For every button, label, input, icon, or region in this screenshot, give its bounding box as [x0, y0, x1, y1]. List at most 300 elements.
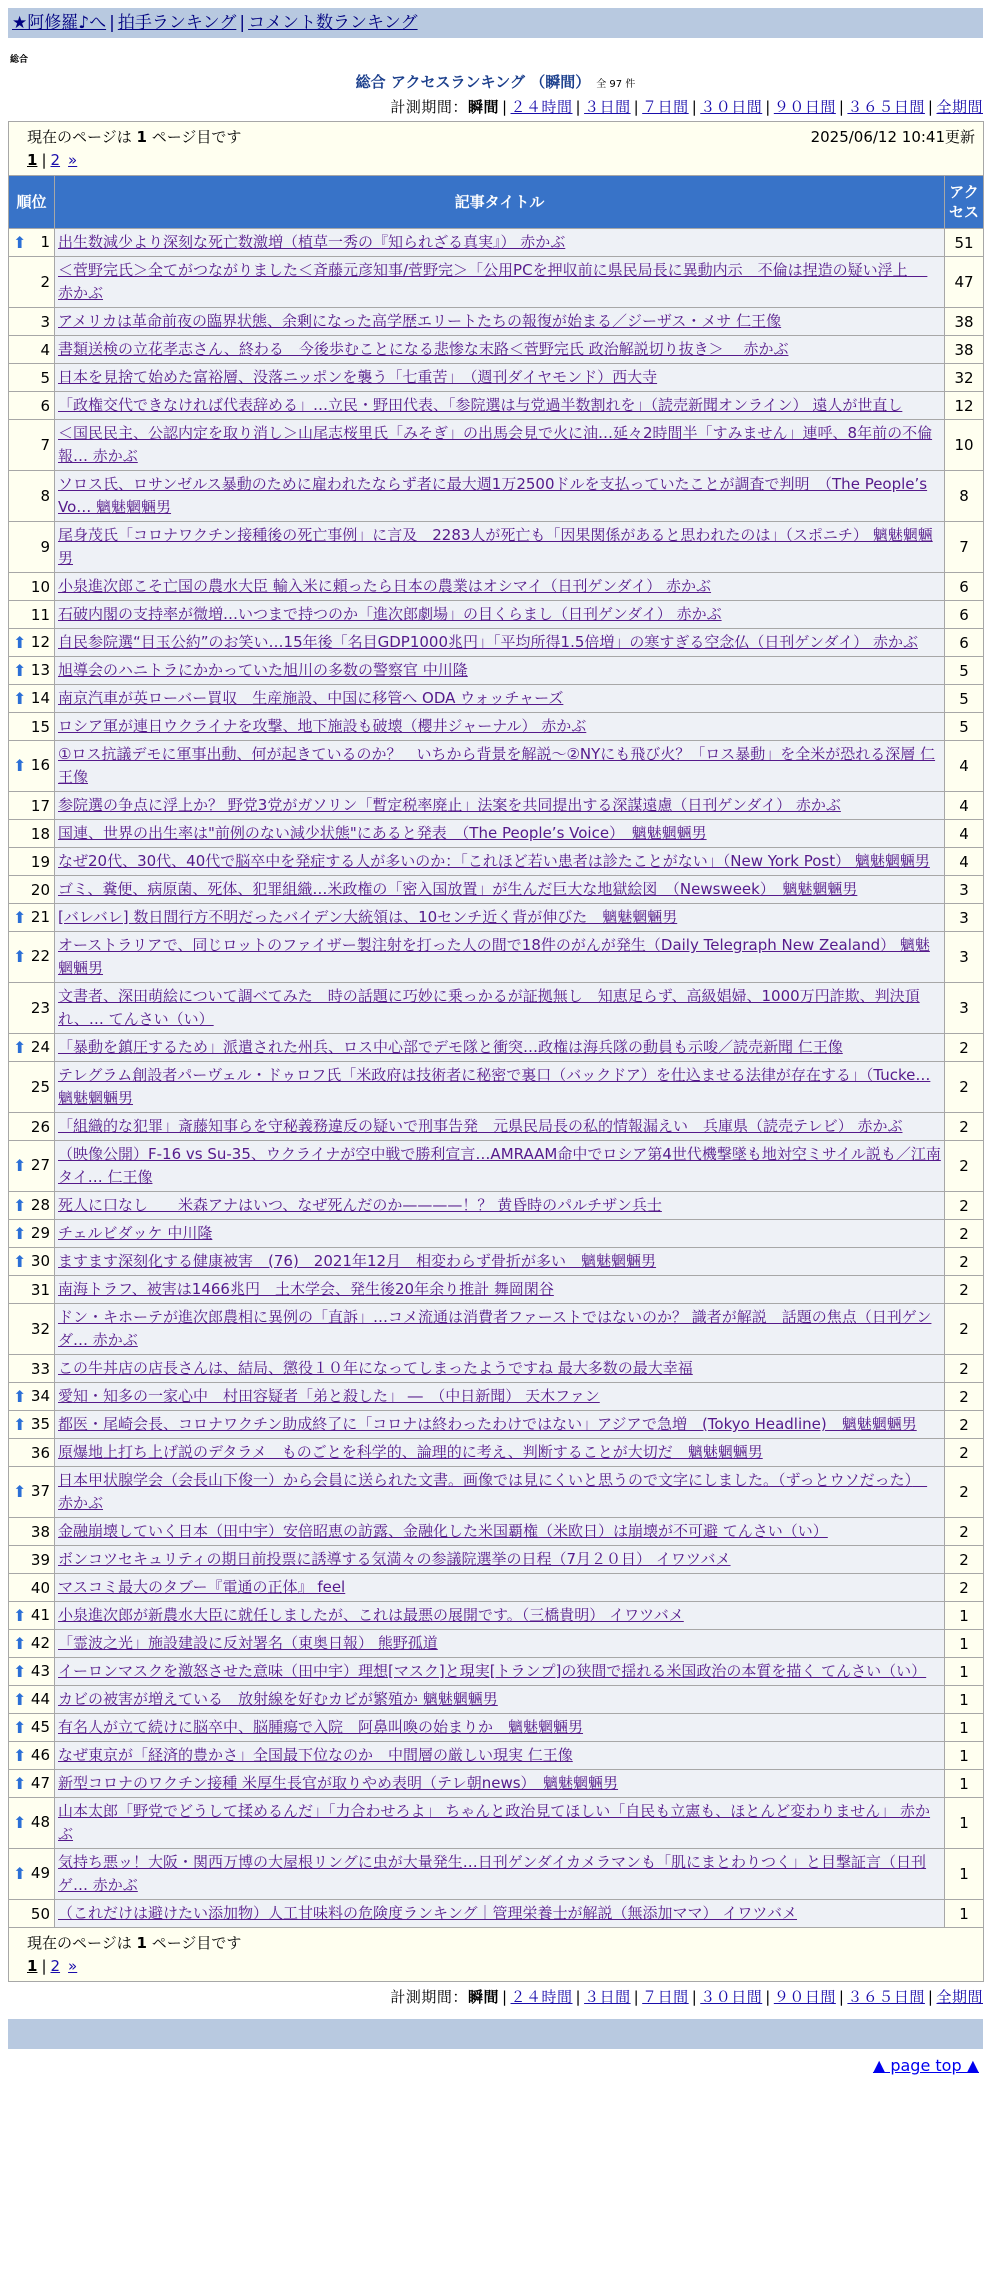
- article-link[interactable]: 小泉進次郎が新農水大臣に就任しましたが、これは最悪の展開です。（三橋貴明） イワツバメ: [58, 1606, 684, 1624]
- rank-up-arrow-icon: ⬆: [13, 1195, 27, 1215]
- title-cell: [55, 876, 945, 904]
- table-row: [9, 392, 984, 420]
- rank-cell: [9, 471, 55, 522]
- access-count: 2: [945, 1411, 984, 1439]
- rank-up-arrow-icon: ⬆: [13, 1813, 27, 1832]
- table-row: [9, 1439, 984, 1467]
- rank-up-arrow-icon: ⬆: [13, 1223, 27, 1243]
- article-link[interactable]: （これだけは避けたい添加物）人工甘味料の危険度ランキング｜管理栄養士が解説（無添加ママ） イワツバメ: [58, 1904, 798, 1922]
- period-link[interactable]: ３６５日間: [847, 1988, 925, 2006]
- access-count: 2: [945, 1304, 984, 1355]
- access-count: 6: [945, 601, 984, 629]
- total-count: 全 97 件: [596, 79, 636, 90]
- access-count: 6: [945, 573, 984, 601]
- rank-number: 49: [30, 1864, 50, 1882]
- page-info-bottom: [9, 1928, 984, 1982]
- rank-number: 6: [40, 396, 50, 415]
- rank-cell: [9, 657, 55, 685]
- period-link[interactable]: ３６５日間: [847, 98, 925, 116]
- title-cell: [55, 1742, 945, 1770]
- access-count: 3: [945, 932, 984, 983]
- rank-cell: [9, 601, 55, 629]
- access-count: 6: [945, 629, 984, 657]
- rank-cell: [9, 229, 55, 257]
- title-cell: [55, 471, 945, 522]
- rank-number: 1: [40, 232, 50, 251]
- table-row: [9, 1062, 984, 1113]
- title-cell: [55, 1248, 945, 1276]
- access-count: 10: [945, 420, 984, 471]
- article-link[interactable]: ソロス氏、ロサンゼルス暴動のために雇われたならず者に最大週1万2500ドルを支払っていたことが調査で判明 （The People’s Vo… 魑魅魍魎男: [58, 475, 928, 516]
- access-count: 5: [945, 657, 984, 685]
- rank-cell: [9, 629, 55, 657]
- rank-number: 26: [30, 1117, 50, 1136]
- article-link[interactable]: ＜国民民主、公認内定を取り消し＞山尾志桜里氏「みそぎ」の出馬会見で火に油…延々2時間半「すみません」連呼、8年前の不倫報… 赤かぶ: [58, 424, 933, 465]
- rank-cell: [9, 1574, 55, 1602]
- article-link[interactable]: 愛知・知多の一家心中 村田容疑者「弟と殺した」 ― （中日新聞） 天木ファン: [58, 1387, 600, 1405]
- period-separator: |: [838, 1988, 845, 2006]
- period-separator: |: [633, 1988, 640, 2006]
- rank-cell: [9, 1383, 55, 1411]
- rank-cell: [9, 1113, 55, 1141]
- rank-up-arrow-icon: ⬆: [13, 1251, 27, 1271]
- article-link[interactable]: 南海トラフ、被害は1466兆円 土木学会、発生後20年余り推計 舞岡閑谷: [58, 1280, 554, 1298]
- article-link[interactable]: ①ロス抗議デモに軍事出動、何が起きているのか？ いちから背景を解説〜②NYにも飛び火？「ロス暴動」を全米が恐れる深層 仁王像: [58, 745, 936, 786]
- title-cell: [55, 1034, 945, 1062]
- title-cell: [55, 257, 945, 308]
- article-link[interactable]: 「霊波之光」施設建設に反対署名（東奥日報） 熊野孤道: [58, 1634, 438, 1652]
- access-count: 1: [945, 1602, 984, 1630]
- page-top-link[interactable]: ▲ page top ▲: [872, 2056, 979, 2075]
- nav-separator: |: [239, 13, 246, 33]
- rank-number: 9: [40, 538, 50, 556]
- article-link[interactable]: ドン・キホーテが進次郎農相に異例の「直訴」…コメ流通は消費者ファーストではないのか？ 識者が解説 話題の焦点（日刊ゲンダ… 赤かぶ: [58, 1308, 932, 1349]
- table-row: [9, 1518, 984, 1546]
- rank-up-arrow-icon: ⬆: [13, 947, 27, 966]
- title-cell: [55, 983, 945, 1034]
- title-cell: [55, 685, 945, 713]
- article-link[interactable]: 「暴動を鎮圧するため」派遣された州兵、ロス中心部でデモ隊と衝突…政権は海兵隊の動員も示唆／読売新聞 仁王像: [58, 1038, 843, 1056]
- rank-cell: [9, 1546, 55, 1574]
- rank-up-arrow-icon: ⬆: [13, 1717, 27, 1737]
- access-count: 7: [945, 522, 984, 573]
- title-cell: [55, 1192, 945, 1220]
- table-row: [9, 983, 984, 1034]
- access-count: 47: [945, 257, 984, 308]
- rank-cell: [9, 1602, 55, 1630]
- period-current: 瞬間: [467, 1988, 499, 2006]
- ranking-title: 総合 アクセスランキング （瞬間）: [355, 73, 591, 91]
- rank-number: 42: [30, 1633, 50, 1652]
- period-separator: |: [765, 98, 771, 116]
- rank-number: 13: [30, 660, 50, 679]
- title-cell: [55, 657, 945, 685]
- rank-number: 24: [30, 1037, 50, 1056]
- table-row: [9, 1355, 984, 1383]
- access-count: 1: [945, 1849, 984, 1900]
- rank-cell: [9, 1630, 55, 1658]
- title-cell: [55, 1518, 945, 1546]
- rank-up-arrow-icon: ⬆: [13, 756, 27, 775]
- rank-up-arrow-icon: ⬆: [13, 660, 27, 680]
- rank-number: 30: [30, 1251, 50, 1270]
- rank-number: 19: [30, 852, 50, 871]
- table-row: [9, 741, 984, 792]
- pager-next[interactable]: »: [68, 151, 78, 169]
- access-count: 38: [945, 308, 984, 336]
- article-link[interactable]: （映像公開）F-16 vs Su-35、ウクライナが空中戦で勝利宣言…AMRAAM命中でロシア第4世代機撃墜も地対空ミサイル説も／江南タイ… 仁王像: [58, 1145, 941, 1186]
- rank-cell: [9, 573, 55, 601]
- table-row: [9, 336, 984, 364]
- title-cell: [55, 1546, 945, 1574]
- rank-cell: [9, 848, 55, 876]
- article-link[interactable]: カビの被害が増えている 放射線を好むカビが繁殖か 魑魅魍魎男: [58, 1690, 498, 1708]
- article-link[interactable]: ゴミ、糞便、病原菌、死体、犯罪組織…米政権の「密入国放置」が生んだ巨大な地獄絵図 （Newsweek） 魑魅魍魎男: [58, 880, 858, 898]
- rank-cell: [9, 1658, 55, 1686]
- title-cell: [55, 848, 945, 876]
- title-cell: [55, 1062, 945, 1113]
- rank-cell: [9, 1900, 55, 1928]
- rank-number: 7: [40, 436, 50, 454]
- rank-number: 43: [30, 1661, 50, 1680]
- title-cell: [55, 904, 945, 932]
- access-count: 1: [945, 1658, 984, 1686]
- title-cell: [55, 629, 945, 657]
- access-count: 2: [945, 1546, 984, 1574]
- table-row: [9, 1248, 984, 1276]
- access-count: 4: [945, 820, 984, 848]
- rank-cell: [9, 1411, 55, 1439]
- table-row: [9, 876, 984, 904]
- title-cell: [55, 573, 945, 601]
- access-count: 51: [945, 229, 984, 257]
- title-cell: [55, 336, 945, 364]
- article-link[interactable]: なぜ東京が「経済的豊かさ」全国最下位なのか 中間層の厳しい現実 仁王像: [58, 1746, 573, 1764]
- footer-bar: [8, 2019, 983, 2049]
- access-count: 2: [945, 1518, 984, 1546]
- period-link[interactable]: ３日間: [584, 98, 631, 116]
- rank-cell: [9, 1742, 55, 1770]
- access-count: 1: [945, 1686, 984, 1714]
- article-link[interactable]: 文書者、深田萌絵について調べてみた 時の話題に巧妙に乗っかるが証拠無し 知恵足らず、高級娼婦、1000万円詐欺、判決頂れ、… てんさい（い）: [58, 987, 920, 1028]
- access-count: 2: [945, 1248, 984, 1276]
- article-link[interactable]: 出生数減少より深刻な死亡数激増（植草一秀の『知られざる真実』） 赤かぶ: [58, 233, 566, 251]
- access-count: 2: [945, 1276, 984, 1304]
- article-link[interactable]: 日本を見捨て始めた富裕層、没落ニッポンを襲う「七重苦」 （週刊ダイヤモンド）西大寺: [58, 368, 658, 386]
- article-link[interactable]: マスコミ最大のタブー『電通の正体』 feel: [58, 1578, 346, 1596]
- article-link[interactable]: ＜菅野完氏＞全てがつながりました＜斉藤元彦知事/菅野完＞「公用PCを押収前に県民局長に異動内示 不倫は捏造の疑い浮上 赤かぶ: [58, 261, 928, 302]
- article-link[interactable]: 石破内閣の支持率が微増…いつまで持つのか「進次郎劇場」の目くらまし（日刊ゲンダイ） 赤かぶ: [58, 605, 722, 623]
- title-cell: [55, 1770, 945, 1798]
- table-row: [9, 932, 984, 983]
- article-link[interactable]: この牛丼店の店長さんは、結局、懲役１０年になってしまったようですね 最大多数の最大幸福: [58, 1359, 693, 1377]
- nav-link-ashura[interactable]: ★阿修羅♪へ: [12, 13, 107, 33]
- table-row: [9, 685, 984, 713]
- article-link[interactable]: 南京汽車が英ローバー買収 生産施設、中国に移管へ ODA ウォッチャーズ: [58, 689, 564, 707]
- rank-cell: [9, 1304, 55, 1355]
- period-current: 瞬間: [467, 98, 499, 116]
- rank-up-arrow-icon: ⬆: [13, 1482, 27, 1501]
- period-link[interactable]: ３０日間: [700, 1988, 763, 2006]
- rank-number: 5: [40, 368, 50, 387]
- title-cell: [55, 1113, 945, 1141]
- pager-bottom: 1 | 2 »: [27, 1957, 78, 1975]
- period-separator: |: [633, 98, 640, 116]
- table-row: [9, 1220, 984, 1248]
- article-link[interactable]: 尾身茂氏「コロナワクチン接種後の死亡事例」に言及 2283人が死亡も「因果関係があると思われたのは」（スポニチ） 魑魅魍魎男: [58, 526, 933, 567]
- table-row: [9, 229, 984, 257]
- period-separator: |: [927, 98, 934, 116]
- article-link[interactable]: 金融崩壊していく日本（田中宇）安倍昭恵の訪露、金融化した米国覇権（米欧日）は崩壊が不可避 てんさい（い）: [58, 1522, 828, 1540]
- article-link[interactable]: 書類送検の立花孝志さん、終わる 今後歩むことになる悲惨な末路＜菅野完氏 政治解説切り抜き＞ 赤かぶ: [58, 340, 789, 358]
- access-count: 2: [945, 1141, 984, 1192]
- table-row: [9, 848, 984, 876]
- rank-cell: [9, 1518, 55, 1546]
- period-separator: |: [765, 1988, 771, 2006]
- access-count: 1: [945, 1798, 984, 1849]
- rank-number: 38: [30, 1522, 50, 1541]
- article-link[interactable]: 新型コロナのワクチン接種 米厚生長官が取りやめ表明（テレ朝news） 魑魅魍魎男: [58, 1774, 619, 1792]
- rank-number: 34: [30, 1386, 50, 1405]
- period-label: 計測期間：: [390, 1988, 468, 2006]
- header-access: アクセス: [945, 176, 984, 229]
- table-row: [9, 1770, 984, 1798]
- rank-number: 22: [30, 947, 50, 965]
- rank-up-arrow-icon: ⬆: [13, 1773, 27, 1793]
- rank-number: 14: [30, 688, 50, 707]
- rank-cell: [9, 1770, 55, 1798]
- rank-up-arrow-icon: ⬆: [13, 1864, 27, 1883]
- access-count: 38: [945, 336, 984, 364]
- period-link[interactable]: 全期間: [936, 1988, 983, 2006]
- title-cell: [55, 1714, 945, 1742]
- rank-number: 16: [30, 756, 50, 774]
- period-separator: |: [691, 1988, 698, 2006]
- access-count: 2: [945, 1192, 984, 1220]
- title-cell: [55, 792, 945, 820]
- article-link[interactable]: オーストラリアで、同じロットのファイザー製注射を打った人の間で18件のがんが発生（Daily Telegraph New Zealand） 魑魅魍魎男: [58, 936, 930, 977]
- period-link[interactable]: ９０日間: [773, 98, 836, 116]
- table-row: [9, 364, 984, 392]
- rank-cell: [9, 1686, 55, 1714]
- article-link[interactable]: 都医・尾崎会長、コロナワクチン助成終了に「コロナは終わったわけではない」アジアで急増 (Tokyo Headline) 魑魅魍魎男: [58, 1415, 917, 1433]
- period-link[interactable]: ３日間: [584, 1988, 631, 2006]
- title-cell: [55, 308, 945, 336]
- access-count: 2: [945, 1220, 984, 1248]
- access-count: 32: [945, 364, 984, 392]
- title-cell: [55, 1686, 945, 1714]
- rank-up-arrow-icon: ⬆: [13, 1661, 27, 1681]
- article-link[interactable]: アメリカは革命前夜の臨界状態、余剰になった高学歴エリートたちの報復が始まる／ジーザス・メサ 仁王像: [58, 312, 782, 330]
- title-cell: [55, 713, 945, 741]
- table-row: [9, 657, 984, 685]
- table-row: [9, 1276, 984, 1304]
- article-link[interactable]: 小泉進次郎こそ亡国の農水大臣 輸入米に頼ったら日本の農業はオシマイ（日刊ゲンダイ） 赤かぶ: [58, 577, 712, 595]
- period-link[interactable]: ７日間: [642, 1988, 689, 2006]
- title-cell: [55, 1355, 945, 1383]
- rank-number: 50: [30, 1904, 50, 1923]
- article-link[interactable]: 山本太郎「野党でどうして揉めるんだ」「力合わせろよ」 ちゃんと政治見てほしい「自民も立憲も、ほとんど変わりません」 赤かぶ: [58, 1802, 931, 1843]
- table-row: [9, 1602, 984, 1630]
- access-count: 3: [945, 876, 984, 904]
- access-count: 2: [945, 1062, 984, 1113]
- rank-number: 3: [40, 312, 50, 331]
- rank-number: 46: [30, 1745, 50, 1764]
- rank-cell: [9, 932, 55, 983]
- access-count: 1: [945, 1742, 984, 1770]
- title-cell: [55, 364, 945, 392]
- rank-number: 20: [30, 880, 50, 899]
- nav-link-comment-ranking[interactable]: コメント数ランキング: [248, 13, 418, 33]
- rank-number: 41: [30, 1605, 50, 1624]
- access-count: 1: [945, 1770, 984, 1798]
- table-row: [9, 573, 984, 601]
- table-row: [9, 471, 984, 522]
- article-link[interactable]: チェルビダッケ 中川隆: [58, 1224, 213, 1242]
- title-cell: [55, 229, 945, 257]
- title-cell: [55, 1383, 945, 1411]
- title-cell: [55, 1220, 945, 1248]
- article-link[interactable]: 日本甲状腺学会（会長山下俊一）から会員に送られた文書。画像では見にくいと思うので文字にしました。（ずっとウソだった） 赤かぶ: [58, 1471, 928, 1512]
- current-page-text: 現在のページは 1 ページ目です: [27, 128, 242, 146]
- rank-cell: [9, 392, 55, 420]
- rank-cell: [9, 522, 55, 573]
- access-count: 3: [945, 983, 984, 1034]
- rank-number: 23: [30, 999, 50, 1017]
- table-row: [9, 1383, 984, 1411]
- access-count: 2: [945, 1113, 984, 1141]
- title-cell: [55, 741, 945, 792]
- pager-current: 1: [27, 1957, 38, 1975]
- period-link[interactable]: ７日間: [642, 98, 689, 116]
- title-cell: [55, 392, 945, 420]
- rank-cell: [9, 820, 55, 848]
- category-label: 総合: [10, 55, 29, 65]
- article-link[interactable]: 参院選の争点に浮上か？ 野党3党がガソリン「暫定税率廃止」法案を共同提出する深謀遠慮（日刊ゲンダイ） 赤かぶ: [58, 796, 841, 814]
- rank-number: 11: [30, 605, 50, 624]
- title-cell: [55, 1798, 945, 1849]
- rank-number: 35: [30, 1414, 50, 1433]
- period-separator: |: [927, 1988, 934, 2006]
- period-link[interactable]: 全期間: [936, 98, 983, 116]
- article-link[interactable]: 自民参院選“目玉公約”のお笑い…15年後「名目GDP1000兆円」「平均所得1.5倍増」の寒すぎる空念仏（日刊ゲンダイ） 赤かぶ: [58, 633, 918, 651]
- rank-number: 29: [30, 1223, 50, 1242]
- rank-cell: [9, 1467, 55, 1518]
- table-row: [9, 1574, 984, 1602]
- rank-cell: [9, 792, 55, 820]
- rank-cell: [9, 1849, 55, 1900]
- table-row: [9, 1546, 984, 1574]
- article-link[interactable]: ロシア軍が連日ウクライナを攻撃、地下施設も破壊（櫻井ジャーナル） 赤かぶ: [58, 717, 587, 735]
- nav-separator: |: [109, 13, 115, 33]
- title-cell: [55, 820, 945, 848]
- rank-number: 48: [30, 1813, 50, 1831]
- rank-number: 17: [30, 796, 50, 815]
- title-cell: [55, 1304, 945, 1355]
- rank-cell: [9, 1798, 55, 1849]
- title-cell: [55, 1439, 945, 1467]
- table-row: [9, 820, 984, 848]
- rank-cell: [9, 904, 55, 932]
- pager-page-2[interactable]: 2: [50, 151, 61, 169]
- article-link[interactable]: なぜ20代、30代、40代で脳卒中を発症する人が多いのか：「これほど若い患者は診たことがない」（New York Post） 魑魅魍魎男: [58, 852, 930, 870]
- pager-page-2[interactable]: 2: [50, 1957, 61, 1975]
- article-link[interactable]: 旭導会のハニトラにかかっていた旭川の多数の警察官 中川隆: [58, 661, 468, 679]
- rank-cell: [9, 1439, 55, 1467]
- article-link[interactable]: ボンコツセキュリティの期日前投票に誘導する気満々の参議院選挙の日程（7月２０日） イワツバメ: [58, 1550, 731, 1568]
- rank-cell: [9, 1062, 55, 1113]
- access-count: 5: [945, 685, 984, 713]
- rank-number: 31: [30, 1280, 50, 1299]
- access-count: 1: [945, 1714, 984, 1742]
- period-link[interactable]: ２４時間: [510, 1988, 573, 2006]
- article-link[interactable]: テレグラム創設者パーヴェル・ドゥロフ氏「米政府は技術者に秘密で裏口（バックドア）を仕込ませる法律が存在する」（Tucke… 魑魅魍魎男: [58, 1066, 931, 1107]
- rank-cell: [9, 364, 55, 392]
- table-row: [9, 1034, 984, 1062]
- access-count: 4: [945, 792, 984, 820]
- period-link[interactable]: ３０日間: [700, 98, 763, 116]
- page-title: [8, 71, 983, 92]
- top-nav: [8, 8, 983, 38]
- article-link[interactable]: 有名人が立て続けに脳卒中、脳腫瘍で入院 阿鼻叫喚の始まりか 魑魅魍魎男: [58, 1718, 584, 1736]
- rank-cell: [9, 1714, 55, 1742]
- rank-cell: [9, 1192, 55, 1220]
- table-row: [9, 792, 984, 820]
- rank-number: 21: [30, 907, 50, 926]
- nav-link-hakushu-ranking[interactable]: 拍手ランキング: [117, 13, 237, 33]
- header-rank: 順位: [9, 176, 55, 229]
- table-row: [9, 308, 984, 336]
- rank-cell: [9, 1034, 55, 1062]
- period-label: 計測期間：: [390, 98, 468, 116]
- title-cell: [55, 932, 945, 983]
- article-link[interactable]: [バレバレ] 数日間行方不明だったバイデン大統領は、10センチ近く背が伸びた 魑魅魍魎男: [58, 908, 678, 926]
- table-row: [9, 1686, 984, 1714]
- rank-up-arrow-icon: ⬆: [13, 1633, 27, 1653]
- title-cell: [55, 1602, 945, 1630]
- period-link[interactable]: ９０日間: [773, 1988, 836, 2006]
- ranking-rows: [9, 229, 984, 1928]
- rank-number: 33: [30, 1359, 50, 1378]
- table-row: [9, 1714, 984, 1742]
- period-selector-bottom: [8, 1986, 983, 2007]
- article-link[interactable]: 「組織的な犯罪」斎藤知事らを守秘義務違反の疑いで刑事告発 元県民局長の私的情報漏えい 兵庫県（読売テレビ） 赤かぶ: [58, 1117, 903, 1135]
- current-page-text: 現在のページは 1 ページ目です: [27, 1934, 242, 1952]
- table-row: [9, 1658, 984, 1686]
- rank-cell: [9, 741, 55, 792]
- access-count: 4: [945, 741, 984, 792]
- article-link[interactable]: 原爆地上打ち上げ説のデタラメ ものごとを科学的、論理的に考え、判断することが大切だ 魑魅魍魎男: [58, 1443, 763, 1461]
- article-link[interactable]: イーロンマスクを激怒させた意味（田中宇）理想[マスク]と現実[トランプ]の狭間で揺れる米国政治の本質を描く てんさい（い）: [58, 1662, 927, 1680]
- rank-number: 40: [30, 1578, 50, 1597]
- article-link[interactable]: ますます深刻化する健康被害 (76) 2021年12月 相変わらず骨折が多い 魑魅魍魎男: [58, 1252, 657, 1270]
- title-cell: [55, 1276, 945, 1304]
- article-link[interactable]: 「政権交代できなければ代表辞める」…立民・野田代表、「参院選は与党過半数割れを」（読売新聞オンライン） 遠人が世直し: [58, 396, 903, 414]
- title-cell: [55, 1141, 945, 1192]
- rank-number: 37: [30, 1482, 50, 1500]
- rank-up-arrow-icon: ⬆: [13, 632, 27, 652]
- pager-next[interactable]: »: [68, 1957, 78, 1975]
- article-link[interactable]: 気持ち悪ッ！大阪・関西万博の大屋根リングに虫が大量発生…日刊ゲンダイカメラマンも「肌にまとわりつく」と目撃証言（日刊ゲ… 赤かぶ: [58, 1853, 927, 1894]
- rank-number: 27: [30, 1156, 50, 1174]
- access-count: 4: [945, 848, 984, 876]
- article-link[interactable]: 死人に口なし 米森アナはいつ、なぜ死んだのか————！？ 黄昏時のパルチザン兵士: [58, 1196, 662, 1214]
- title-cell: [55, 1630, 945, 1658]
- table-row: [9, 1192, 984, 1220]
- article-link[interactable]: 国連、世界の出生率は"前例のない減少状態"にあると発表 （The People’s Voice） 魑魅魍魎男: [58, 824, 707, 842]
- rank-cell: [9, 1220, 55, 1248]
- period-link[interactable]: ２４時間: [510, 98, 573, 116]
